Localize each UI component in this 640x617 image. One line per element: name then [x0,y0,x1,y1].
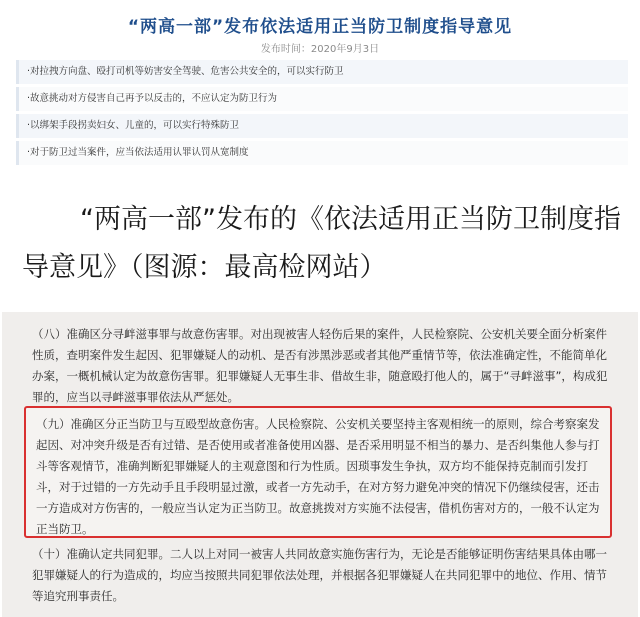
highlight-box [24,406,612,538]
key-point-item: ·对于防卫过当案件，应当依法适用认罪认罚从宽制度 [16,141,628,165]
article-title: “两高一部”发布依法适用正当防卫制度指导意见 [127,17,513,37]
image-caption: “两高一部”发布的《依法适用正当防卫制度指导意见》（图源：最高检网站） [22,204,621,283]
key-point-item: ·以绑架手段拐卖妇女、儿童的，可以实行特殊防卫 [16,114,628,138]
publish-time: 发布时间：2020年9月3日 [260,44,380,55]
paragraph-9: （九）准确区分正当防卫与互殴型故意伤害。人民检察院、公安机关要坚持主客观相统一的原则，综合考察案发起因、对冲突升级是否有过错、是否使用或者准备使用凶器、是否采用明显不相当的暴力、是否纠集他人参与打斗等客观情节，准确判断犯罪嫌疑人的主观意图和行为性质。因琐事发生争执，双方均不能保持克制而引发打斗，对于过错的一方先动手且手段明显过激，或者一方先动手，在对方努力避免冲突的情况下仍继续侵害，还击一方造成对方伤害的，一般应当认定为正当防卫。故意挑拨对方实施不法侵害，借机伤害对方的，一般不认定为正当防卫。 [36,417,600,536]
paragraph-10: （十）准确认定共同犯罪。二人以上对同一被害人共同故意实施伤害行为，无论是否能够证明伤害结果具体由哪一犯罪嫌疑人的行为造成的，均应当按照共同犯罪依法处理，并根据各犯罪嫌疑人在共同犯罪中的地位、作用、情节等追究刑事责任。 [32,547,607,603]
paragraph-8: （八）准确区分寻衅滋事罪与故意伤害罪。对出现被害人轻伤后果的案件，人民检察院、公安机关要全面分析案件性质，查明案件发生起因、犯罪嫌疑人的动机、是否有涉黑涉恶或者其他严重情节等，依法准确定性，不能简单化办案，一概机械认定为故意伤害罪。犯罪嫌疑人无事生非、借故生非，随意殴打他人的，属于“寻衅滋事”，构成犯罪的，应当以寻衅滋事罪依法从严惩处。 [32,327,608,404]
document-photo [2,312,638,617]
key-point-item: ·对拉拽方向盘、殴打司机等妨害安全驾驶、危害公共安全的，可以实行防卫 [16,60,628,84]
key-point-item: ·故意挑动对方侵害自己再予以反击的，不应认定为防卫行为 [16,87,628,111]
key-points-list [16,60,628,168]
website-screenshot [0,0,640,188]
